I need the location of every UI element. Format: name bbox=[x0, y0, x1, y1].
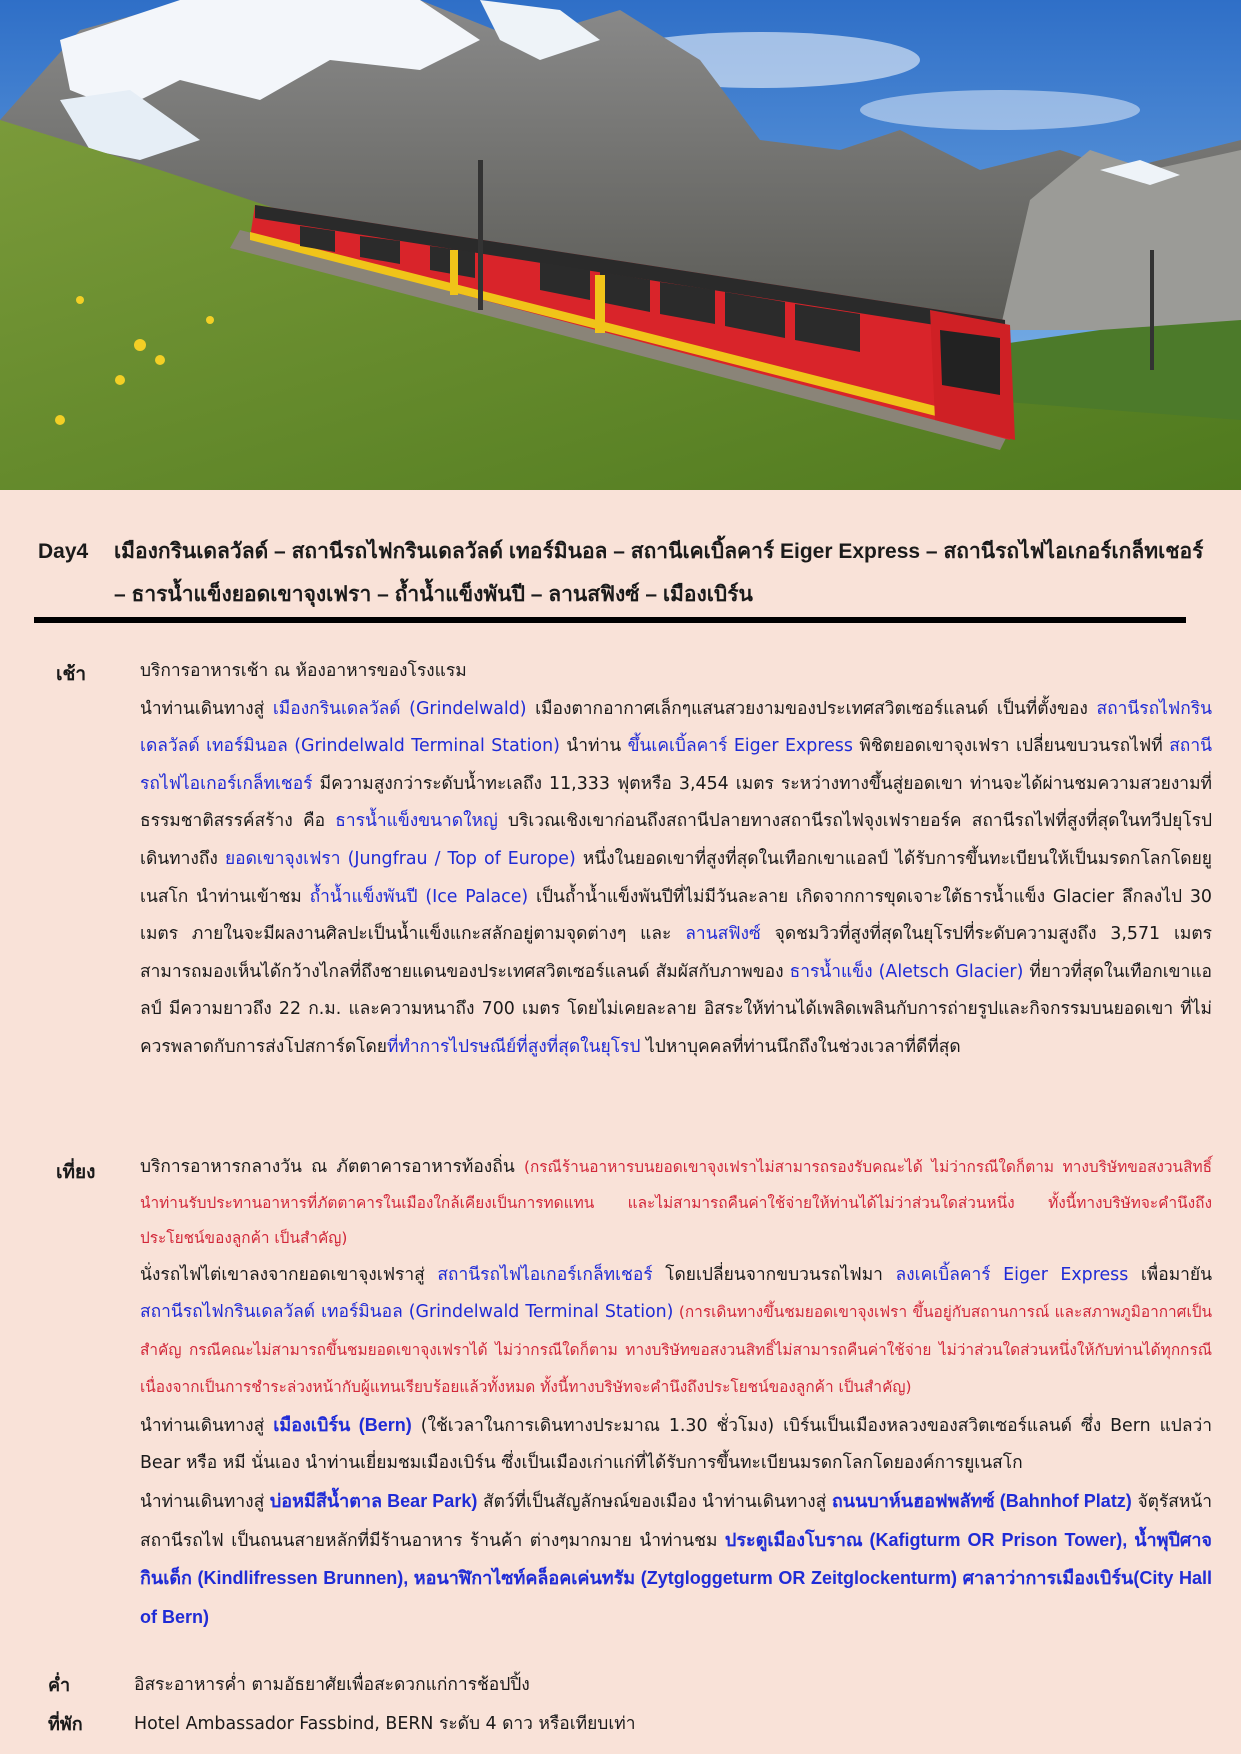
ice-palace-link: ถ้ำน้ำแข็งพันปี (Ice Palace) bbox=[309, 886, 529, 907]
bahnhof-link: ถนนบาห์นฮอฟพลัทซ์ (Bahnhof Platz) bbox=[831, 1491, 1132, 1512]
eigergletscher-link: สถานีรถไฟไอเกอร์เกล็ทเชอร์ bbox=[140, 736, 1212, 794]
lunch-text bbox=[140, 1150, 1212, 1637]
bern-link: เมืองเบิร์น (Bern) bbox=[273, 1414, 412, 1435]
bern-intro: นำท่านเดินทางสู่ เมืองเบิร์น (Bern) (ใช้เวลาในการเดินทางประมาณ 1.30 ชั่วโมง) เบิร์นเป็นเมืองหลวงของสวิตเซอร์แลนด์ ซึ่ง Bern แปลว่า Bear หรือ หมี นั่นเอง นำท่านเยี่ยมชมเมืองเบิร์น ซึ่งเป็นเมืองเก่าแก่ที่ได้รับการขึ้นทะเบียนมรดกโลกโดยองค์การยูเนสโก bbox=[140, 1414, 1213, 1474]
hero-photo bbox=[0, 0, 1241, 490]
lunch-label: เที่ยง bbox=[56, 1161, 96, 1183]
terminal-link: สถานีรถไฟกรินเดลวัลด์ เทอร์มินอล (Grindelwald Terminal Station) bbox=[140, 698, 1212, 757]
dinner-label: ค่ำ bbox=[48, 1675, 71, 1696]
aletsch-link: ธารน้ำแข็ง (Aletsch Glacier) bbox=[789, 961, 1024, 982]
header-divider bbox=[34, 617, 1186, 623]
breakfast-text bbox=[140, 653, 1212, 1067]
eigergletscher-link-2: สถานีรถไฟไอเกอร์เกล็ทเชอร์ bbox=[437, 1264, 653, 1285]
breakfast-meal: บริการอาหารเช้า ณ ห้องอาหารของโรงแรม bbox=[140, 661, 467, 681]
grindelwald-link: เมืองกรินเดลวัลด์ (Grindelwald) bbox=[272, 698, 527, 719]
bear-park-link: บ่อหมีสีน้ำตาล Bear Park) bbox=[269, 1491, 478, 1512]
breakfast-itinerary: นำท่านเดินทางสู่ เมืองกรินเดลวัลด์ (Grindelwald) เมืองตากอากาศเล็กๆแสนสวยงามของประเทศสวิตเซอร์แลนด์ เป็นที่ตั้งของ สถานีรถไฟกรินเดลวัลด์ เทอร์มินอล (Grindelwald Terminal Station) นำท่าน ขึ้นเคเบิ้ลคาร์ Eiger Express พิชิตยอดเขาจุงเฟรา เปลี่ยนขบวนรถไฟที่ สถานีรถไฟไอเกอร์เกล็ทเชอร์ มีความสูงกว่าระดับน้ำทะเลถึง 11,333 ฟุตหรือ 3,454 เมตร ระหว่างทางขึ้นสู่ยอดเขา ท่านจะได้ผ่านชมความสวยงามที่ธรรมชาติสรรค์สร้าง คือ ธารน้ำแข็งขนาดใหญ่ บริเวณเชิงเขาก่อนถึงสถานีปลายทางสถานีรถไฟจุงเฟรายอร์ค สถานีรถไฟที่สูงที่สุดในทวีปยุโรป เดินทางถึง ยอดเขาจุงเฟรา (Jungfrau / Top of Europe) หนึ่งในยอดเขาที่สูงที่สุดในเทือกเขาแอลป์ ได้รับการขึ้นทะเบียนให้เป็นมรดกโลกโดยยูเนสโก นำท่านเข้าชม ถ้ำน้ำแข็งพันปี (Ice Palace) เป็นถ้ำน้ำแข็งพันปีที่ไม่มีวันละลาย เกิดจากการขุดเจาะใต้ธารน้ำแข็ง Glacier ลึกลงไป 30 เมตร ภายในจะมีผลงานศิลปะเป็นน้ำแข็งแกะสลักอยู่ตามจุดต่างๆ และ ลานสฟิงซ์ จุดชมวิวที่สูงที่สุดในยุโรปที่ระดับความสูงถึง 3,571 เมตร สามารถมองเห็นได้กว้างไกลที่ถึงชายแดนของประเทศสวิตเซอร์แลนด์ สัมผัสกับภาพของ ธารน้ำแข็ง (Aletsch Glacier) ที่ยาวที่สุดในเทือกเขาแอลป์ มีความยาวถึง 22 ก.ม. และความหนาถึง 700 เมตร โดยไม่เคยละลาย อิสระให้ท่านได้เพลิดเพลินกับการถ่ายรูปและกิจกรรมบนยอดเขา ที่ไม่ควรพลาดกับการส่งโปสการ์ดโดยที่ทำการไปรษณีย์ที่สูงที่สุดในยุโรป ไปหาบุคคลที่ท่านนึกถึงในช่วงเวลาที่ดีที่สุด bbox=[140, 698, 1213, 1057]
train-mountain-photo-icon bbox=[0, 0, 1241, 490]
lunch-note: (กรณีร้านอาหารบนยอดเขาจุงเฟราไม่สามารถรองรับคณะได้ ไม่ว่ากรณีใดก็ตาม ทางบริษัทขอสงวนสิทธิ์นำท่านรับประทานอาหารที่ภัตตาคารในเมืองใกล้เคียงเป็นการทดแทน และไม่สามารถคืนค่าใช้จ่ายให้ท่านได้ไม่ว่าส่วนใดส่วนหนึ่ง ทั้งนี้ทางบริษัทจะคำนึงถึงประโยชน์ของลูกค้า เป็นสำคัญ) bbox=[140, 1158, 1212, 1247]
dinner-text: อิสระอาหารค่ำ ตามอัธยาศัยเพื่อสะดวกแก่การช้อปปิ้ง bbox=[134, 1675, 530, 1695]
jungfrau-link: ยอดเขาจุงเฟรา (Jungfrau / Top of Europe) bbox=[224, 848, 576, 869]
weather-note: (การเดินทางขึ้นชมยอดเขาจุงเฟรา ขึ้นอยู่กับสถานการณ์ และสภาพภูมิอากาศเป็นสำคัญ กรณีคณะไม่สามารถขึ้นชมยอดเขาจุงเฟราได้ ไม่ว่ากรณีใดก็ตาม ทางบริษัทขอสงวนสิทธิ์ไม่สามารถคืนค่าใช้จ่าย ไม่ว่าส่วนใดส่วนหนึ่งให้กับท่านได้ทุกกรณี เนื่องจากเป็นการชำระล่วงหน้ากับผู้แทนเรียบร้อยแล้วทั้งหมด ทั้งนี้ทางบริษัทจะคำนึงถึงประโยชน์ของลูกค้า เป็นสำคัญ) bbox=[140, 1303, 1213, 1397]
hotel-text: Hotel Ambassador Fassbind, BERN ระดับ 4 ดาว หรือเทียบเท่า bbox=[134, 1714, 636, 1734]
hotel-label: ที่พัก bbox=[48, 1714, 83, 1735]
bern-sights: นำท่านเดินทางสู่ บ่อหมีสีน้ำตาล Bear Park) สัตว์ที่เป็นสัญลักษณ์ของเมือง นำท่านเดินทางสู่ ถนนบาห์นฮอฟพลัทซ์ (Bahnhof Platz) จัตุรัสหน้าสถานีรถไฟ เป็นถนนสายหลักที่มีร้านอาหาร ร้านค้า ต่างๆมากมาย นำท่านชม ประตูเมืองโบราณ (Kafigturm OR Prison Tower), น้ำพุปีศาจกินเด็ก (Kindlifressen Brunnen), หอนาฬิกาไซท์คล็อคเค่นทรัม (Zytgloggeturm OR Zeitglockenturm) ศาลาว่าการเมืองเบิร์น(City Hall of Bern) bbox=[140, 1491, 1213, 1627]
lunch-meal: บริการอาหารกลางวัน ณ ภัตตาคารอาหารท้องถิ่น (กรณีร้านอาหารบนยอดเขาจุงเฟราไม่สามารถรองรับคณะได้ ไม่ว่ากรณีใดก็ตาม ทางบริษัทขอสงวนสิทธิ์นำท่านรับประทานอาหารที่ภัตตาคารในเมืองใกล้เคียงเป็นการทดแทน และไม่สามารถคืนค่าใช้จ่ายให้ท่านได้ไม่ว่าส่วนใดส่วนหนึ่ง ทั้งนี้ทางบริษัทจะคำนึงถึงประโยชน์ของลูกค้า เป็นสำคัญ) bbox=[140, 1157, 1212, 1247]
day-title: เมืองกรินเดลวัลด์ – สถานีรถไฟกรินเดลวัลด์ เทอร์มินอล – สถานีเคเบิ้ลคาร์ Eiger Express – สถานีรถไฟไอเกอร์เกล็ทเชอร์ – ธารน้ำแข็งยอดเขาจุงเฟรา – ถ้ำน้ำแข็งพันปี – ลานสฟิงซ์ – เมืองเบิร์น bbox=[114, 540, 1204, 606]
terminal-link-2: สถานีรถไฟกรินเดลวัลด์ เทอร์มินอล (Grindelwald Terminal Station) bbox=[140, 1302, 674, 1323]
sphinx-link: ลานสฟิงซ์ bbox=[685, 924, 761, 945]
lunch-descent: นั่งรถไฟไต่เขาลงจากยอดเขาจุงเฟราสู่ สถานีรถไฟไอเกอร์เกล็ทเชอร์ โดยเปลี่ยนจากขบวนรถไฟมา ลงเคเบิ้ลคาร์ Eiger Express เพื่อมายัน สถานีรถไฟกรินเดลวัลด์ เทอร์มินอล (Grindelwald Terminal Station) (การเดินทางขึ้นชมยอดเขาจุงเฟรา ขึ้นอยู่กับสถานการณ์ และสภาพภูมิอากาศเป็นสำคัญ กรณีคณะไม่สามารถขึ้นชมยอดเขาจุงเฟราได้ ไม่ว่ากรณีใดก็ตาม ทางบริษัทขอสงวนสิทธิ์ไม่สามารถคืนค่าใช้จ่าย ไม่ว่าส่วนใดส่วนหนึ่งให้กับท่านได้ทุกกรณี เนื่องจากเป็นการชำระล่วงหน้ากับผู้แทนเรียบร้อยแล้วทั้งหมด ทั้งนี้ทางบริษัทจะคำนึงถึงประโยชน์ของลูกค้า เป็นสำคัญ) bbox=[140, 1264, 1213, 1397]
breakfast-label: เช้า bbox=[56, 663, 87, 685]
eiger-express-up: ขึ้นเคเบิ้ลคาร์ Eiger Express bbox=[627, 736, 853, 757]
eiger-express-down: ลงเคเบิ้ลคาร์ Eiger Express bbox=[895, 1264, 1129, 1285]
sights-link: ประตูเมืองโบราณ (Kafigturm OR Prison Tower), น้ำพุปีศาจกินเด็ก (Kindlifressen Brunnen), หอนาฬิกาไซท์คล็อคเค่นทรัม (Zytgloggeturm OR Zeitglockenturm) ศาลาว่าการเมืองเบิร์น(City Hall of Bern) bbox=[140, 1529, 1212, 1627]
big-glacier-link: ธารน้ำแข็งขนาดใหญ่ bbox=[335, 811, 498, 832]
day-label: Day4 bbox=[38, 540, 89, 563]
post-office-link: ที่ทำการไปรษณีย์ที่สูงที่สุดในยุโรป bbox=[386, 1036, 641, 1057]
